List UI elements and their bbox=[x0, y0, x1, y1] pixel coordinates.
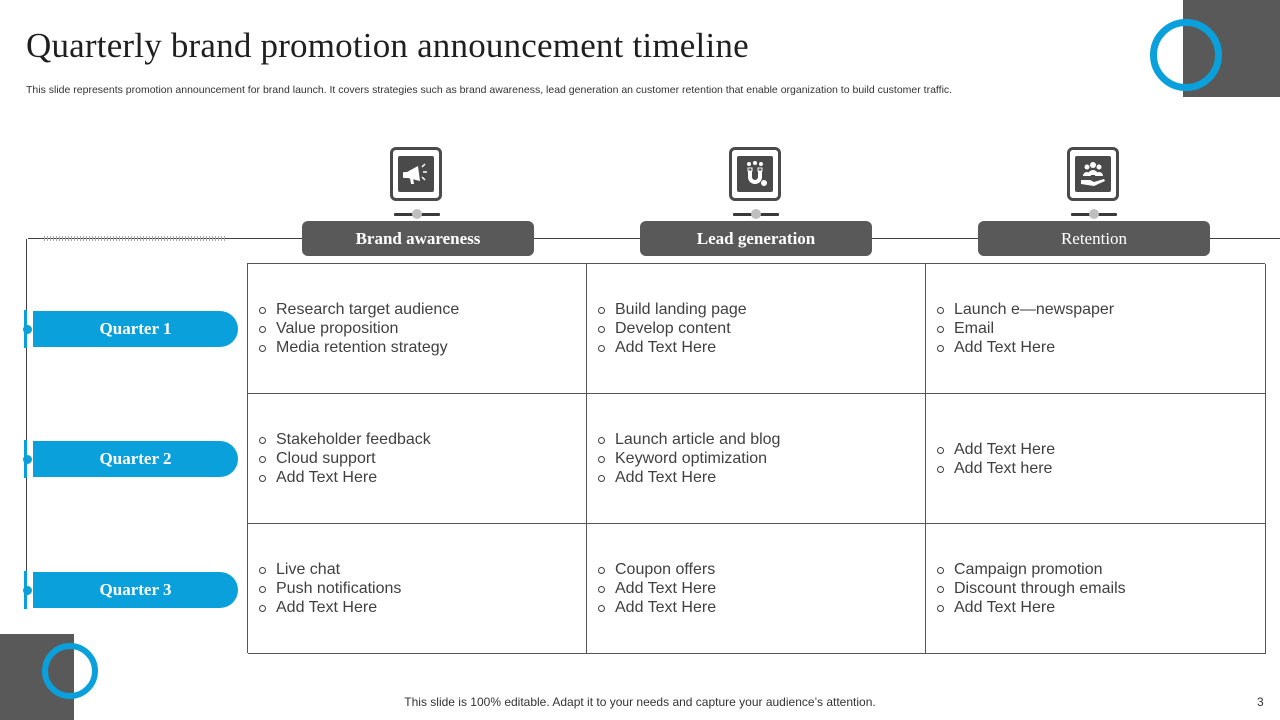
bullet-list bbox=[597, 300, 915, 357]
table-cell bbox=[248, 524, 587, 654]
list-item: Research target audience bbox=[258, 300, 576, 319]
team-hand-icon bbox=[1075, 156, 1111, 192]
bullet-list bbox=[258, 430, 576, 487]
list-item: Add Text Here bbox=[597, 338, 915, 357]
table-cell bbox=[587, 264, 926, 394]
table-cell bbox=[248, 394, 587, 524]
megaphone-icon-frame bbox=[390, 147, 442, 201]
list-item: Develop content bbox=[597, 319, 915, 338]
table-cell bbox=[587, 394, 926, 524]
ring-decoration-bottom-left bbox=[42, 643, 98, 699]
column-header-retention: Retention bbox=[978, 221, 1210, 256]
bullet-list bbox=[597, 430, 915, 487]
list-item: Stakeholder feedback bbox=[258, 430, 576, 449]
row-label-quarter-2: Quarter 2 bbox=[33, 441, 238, 477]
column-header-lead-generation: Lead generation bbox=[640, 221, 872, 256]
table-cell bbox=[587, 524, 926, 654]
row-marker-dot bbox=[23, 586, 32, 595]
stand-dot bbox=[1089, 209, 1099, 219]
bullet-list bbox=[597, 560, 915, 617]
slide-subtitle: This slide represents promotion announcement for brand launch. It covers strategies such as brand awareness, lead generation an customer retention that enable organization to build customer traffic. bbox=[26, 84, 953, 96]
list-item: Cloud support bbox=[258, 449, 576, 468]
list-item: Media retention strategy bbox=[258, 338, 576, 357]
list-item: Add Text here bbox=[936, 459, 1255, 478]
list-item: Campaign promotion bbox=[936, 560, 1255, 579]
magnet-icon bbox=[737, 156, 773, 192]
list-item: Add Text Here bbox=[597, 468, 915, 487]
list-item: Push notifications bbox=[258, 579, 576, 598]
bullet-list bbox=[258, 560, 576, 617]
table-cell bbox=[926, 394, 1266, 524]
row-label-quarter-3: Quarter 3 bbox=[33, 572, 238, 608]
list-item: Coupon offers bbox=[597, 560, 915, 579]
table-cell bbox=[926, 524, 1266, 654]
slide-footer: This slide is 100% editable. Adapt it to your needs and capture your audience’s attention. bbox=[404, 695, 876, 709]
timeline-table bbox=[247, 263, 1265, 653]
megaphone-icon bbox=[398, 156, 434, 192]
list-item: Live chat bbox=[258, 560, 576, 579]
page-number: 3 bbox=[1257, 695, 1264, 709]
list-item: Build landing page bbox=[597, 300, 915, 319]
table-cell bbox=[926, 264, 1266, 394]
stand-dot bbox=[751, 209, 761, 219]
list-item: Launch e—newspaper bbox=[936, 300, 1255, 319]
ring-decoration-top-right bbox=[1150, 19, 1222, 91]
bullet-list bbox=[936, 440, 1255, 478]
timeline-dashed-segment bbox=[44, 236, 226, 241]
bullet-list bbox=[936, 300, 1255, 357]
list-item: Launch article and blog bbox=[597, 430, 915, 449]
row-label-quarter-1: Quarter 1 bbox=[33, 311, 238, 347]
list-item: Add Text Here bbox=[597, 579, 915, 598]
team-hand-icon-frame bbox=[1067, 147, 1119, 201]
bullet-list bbox=[936, 560, 1255, 617]
list-item: Keyword optimization bbox=[597, 449, 915, 468]
list-item: Add Text Here bbox=[258, 468, 576, 487]
list-item: Add Text Here bbox=[936, 338, 1255, 357]
list-item: Discount through emails bbox=[936, 579, 1255, 598]
row-marker-dot bbox=[23, 455, 32, 464]
column-header-brand-awareness: Brand awareness bbox=[302, 221, 534, 256]
timeline-vertical-line bbox=[26, 239, 27, 609]
list-item: Add Text Here bbox=[597, 598, 915, 617]
bullet-list bbox=[258, 300, 576, 357]
magnet-icon-frame bbox=[729, 147, 781, 201]
list-item: Add Text Here bbox=[936, 440, 1255, 459]
list-item: Add Text Here bbox=[258, 598, 576, 617]
table-cell bbox=[248, 264, 587, 394]
stand-dot bbox=[412, 209, 422, 219]
list-item: Email bbox=[936, 319, 1255, 338]
list-item: Value proposition bbox=[258, 319, 576, 338]
list-item: Add Text Here bbox=[936, 598, 1255, 617]
slide-title: Quarterly brand promotion announcement timeline bbox=[26, 26, 749, 65]
row-marker-dot bbox=[23, 325, 32, 334]
